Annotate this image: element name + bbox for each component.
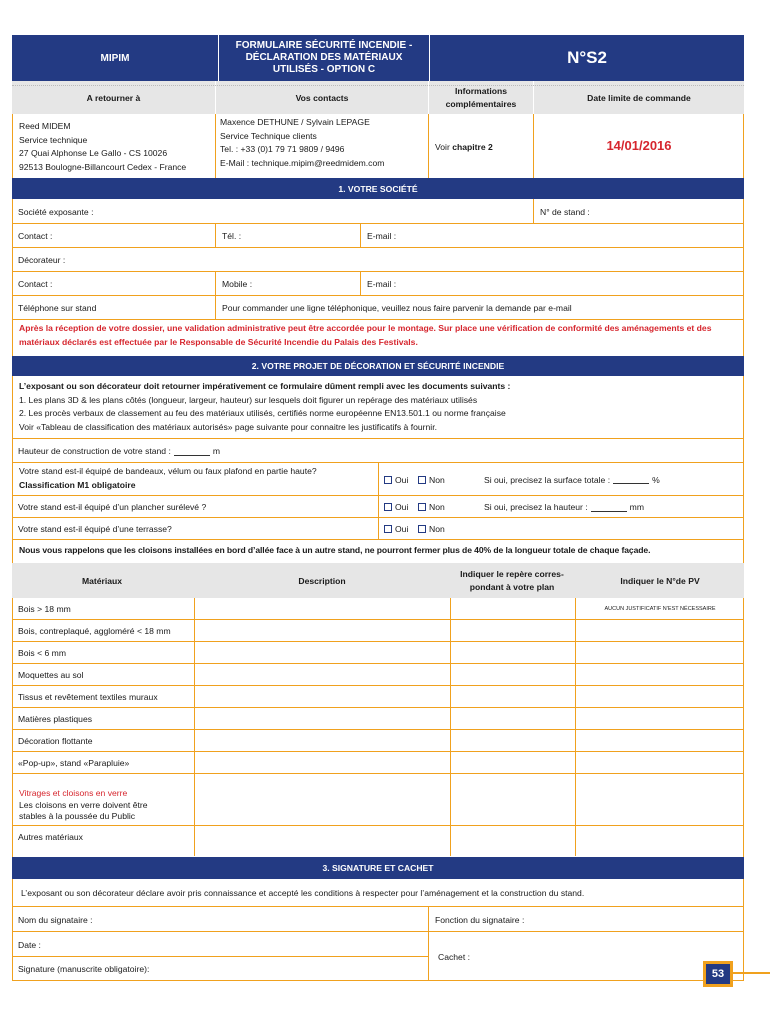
form-number: N°S2 — [430, 35, 744, 81]
yes-label: Oui — [395, 474, 409, 485]
required-documents — [19, 380, 741, 434]
header-mipim: MIPIM — [12, 35, 218, 81]
more-info-line-2: complémentaires — [445, 98, 517, 109]
floor-question: Votre stand est-il équipé d’un plancher surélevé ? — [18, 502, 207, 512]
floor-yes-checkbox[interactable] — [384, 503, 392, 511]
terrace-no-option[interactable] — [412, 518, 445, 540]
floor-no-option[interactable] — [412, 496, 445, 518]
terrace-question: Votre stand est-il équipé d’une terrasse? — [18, 524, 172, 534]
no-label: Non — [429, 474, 445, 485]
floor-height — [478, 496, 644, 518]
material-name: Moquettes au sol — [18, 670, 84, 680]
return-to-header: A retourner à — [12, 81, 215, 114]
table-row — [12, 642, 744, 664]
terrace-yes-option[interactable] — [378, 518, 408, 540]
signatory-name-label: Nom du signataire : — [18, 914, 93, 925]
contact-line: E-Mail : technique.mipim@reedmidem.com — [220, 157, 385, 168]
see-chapter — [435, 142, 533, 152]
address-line: Reed MIDEM — [19, 121, 71, 131]
form-title-line-2: DÉCLARATION DES MATÉRIAUX — [245, 52, 403, 63]
floor-height-input[interactable] — [591, 503, 627, 512]
form-title-line-3: UTILISÉS - OPTION C — [272, 64, 376, 75]
form-title-line-1: FORMULAIRE SÉCURITÉ INCENDIE - — [235, 40, 413, 51]
address-line: 27 Quai Alphonse Le Gallo - CS 10026 — [19, 148, 168, 158]
height-question — [12, 439, 220, 463]
divider — [215, 114, 216, 178]
partition-reminder: Nous vous rappelons que les cloisons installées en bord d’allée face à un autre stand, ne pourront fermer plus de 40% de la longueur totale de chaque façade. — [19, 545, 651, 555]
warning-line: Après la réception de votre dossier, une validation administrative peut être accordée pour le montage. Sur place une vérification de conformité des aménagements et des — [19, 323, 712, 333]
no-label: Non — [429, 502, 445, 512]
height-label: Hauteur de construction de votre stand : — [18, 446, 171, 456]
row-signatory — [12, 907, 744, 932]
deadline-header: Date limite de commande — [534, 81, 744, 114]
glass-note-line: Les cloisons en verre doivent être — [19, 799, 148, 810]
table-row — [12, 730, 744, 752]
materials-col-header: Matériaux — [81, 575, 123, 586]
form-title — [219, 35, 429, 81]
floor-height-unit: mm — [629, 502, 644, 512]
material-name: Tissus et revêtement textiles muraux — [18, 692, 158, 702]
info-header-dotted-line — [12, 85, 744, 86]
exhibitor-label: Société exposante : — [18, 206, 94, 217]
contact-line: Tel. : +33 (0)1 79 71 9809 / 9496 — [220, 144, 345, 154]
no-justification-note: AUCUN JUSTIFICATIF N’EST NÉCESSAIRE — [604, 606, 716, 612]
material-name: Bois > 18 mm — [18, 604, 71, 614]
marker-line-2: pondant à votre plan — [469, 581, 555, 592]
terrace-no-checkbox[interactable] — [418, 525, 426, 533]
contact-line: Maxence DETHUNE / Sylvain LEPAGE — [220, 117, 370, 127]
stamp-label: Cachet : — [438, 951, 471, 962]
ceiling-surface-input[interactable] — [613, 475, 649, 484]
intro-bold: L’exposant ou son décorateur doit retourner impérativement ce formulaire dûment rempli avec les documents suivants : — [19, 381, 511, 391]
decorator-label: Décorateur : — [18, 255, 66, 265]
validation-warning — [19, 322, 741, 349]
signature-label: Signature (manuscrite obligatoire): — [18, 964, 150, 974]
yes-label: Oui — [395, 502, 409, 512]
section-2-title: 2. VOTRE PROJET DE DÉCORATION ET SÉCURITÉ INCENDIE — [12, 356, 744, 376]
divider — [428, 114, 429, 178]
intro-line: 2. Les procès verbaux de classement au feu des matériaux utilisés, certifiés norme européenne EN13.501.1 ou norme française — [19, 408, 506, 418]
contact-label: Contact : — [18, 231, 53, 241]
page-number-line — [732, 972, 770, 974]
ceiling-question — [19, 465, 379, 492]
material-name: Bois < 6 mm — [18, 648, 66, 658]
mobile-label: Mobile : — [222, 279, 253, 289]
yes-label: Oui — [395, 524, 409, 534]
contact-details — [220, 116, 428, 170]
acceptance-statement: L’exposant ou son décorateur déclare avoir pris connaissance et accepté les conditions à respecter pour l’aménagement et la construction du stand. — [21, 888, 585, 898]
height-input[interactable] — [174, 447, 210, 456]
floor-no-checkbox[interactable] — [418, 503, 426, 511]
tel-label: Tél. : — [222, 231, 242, 241]
row-date — [12, 932, 428, 957]
glass-title: Vitrages et cloisons en verre — [19, 788, 128, 798]
ceiling-no-checkbox[interactable] — [418, 476, 426, 484]
contact2-label: Contact : — [18, 279, 53, 289]
address-line: 92513 Boulogne-Billancourt Cedex - France — [19, 161, 187, 172]
email2-label: E-mail : — [367, 279, 397, 289]
ceiling-yes-checkbox[interactable] — [384, 476, 392, 484]
floor-yes-option[interactable] — [378, 496, 408, 518]
ceiling-surface-unit: % — [652, 474, 660, 485]
date-label: Date : — [18, 939, 41, 950]
more-info-line-1: Informations — [454, 85, 508, 96]
ceiling-classification: Classification M1 obligatoire — [19, 479, 136, 490]
intro-line: Voir «Tableau de classification des matériaux autorisés» page suivante pour connaitre les justificatifs à fournir. — [19, 421, 437, 432]
address-line: Service technique — [19, 134, 88, 145]
ceiling-no-option[interactable] — [412, 463, 445, 496]
see-prefix: Voir — [435, 142, 453, 152]
marker-line-1: Indiquer le repère corres- — [460, 568, 564, 579]
section-1-title: 1. VOTRE SOCIÉTÉ — [12, 178, 744, 199]
material-name: Décoration flottante — [18, 736, 93, 746]
floor-height-label: Si oui, precisez la hauteur : — [484, 502, 588, 512]
stand-phone-note: Pour commander une ligne téléphonique, veuillez nous faire parvenir la demande par e-mail — [222, 303, 572, 313]
stand-number-label: N° de stand : — [540, 206, 590, 217]
stand-phone-label: Téléphone sur stand — [18, 303, 97, 313]
material-name: «Pop-up», stand «Parapluie» — [18, 758, 130, 768]
material-name: Bois, contreplaqué, aggloméré < 18 mm — [18, 626, 171, 636]
row-decorator — [12, 248, 744, 272]
glass-material — [19, 788, 194, 823]
description-col-header: Description — [298, 575, 346, 586]
height-unit: m — [212, 446, 221, 456]
ceiling-surface — [478, 463, 660, 496]
ceiling-question-text: Votre stand est-il équipé de bandeaux, vélum ou faux plafond en partie haute? — [19, 466, 317, 476]
contact-line: Service Technique clients — [220, 130, 317, 141]
pv-col-header: Indiquer le N°de PV — [620, 575, 700, 586]
page-number: 53 — [703, 961, 733, 987]
signatory-role-label: Fonction du signataire : — [435, 914, 525, 925]
marker-col-header — [451, 563, 573, 598]
material-name: Autres matériaux — [18, 832, 83, 842]
section-3-title: 3. SIGNATURE ET CACHET — [12, 857, 744, 879]
glass-note-line: stables à la poussée du Public — [19, 811, 136, 821]
intro-line: 1. Les plans 3D & les plans côtés (longueur, largeur, hauteur) sur lesquels doit figurer un repérage des matériaux utilisés — [19, 394, 478, 405]
row-exhibitor — [12, 199, 744, 224]
deadline-date: 14/01/2016 — [606, 138, 672, 153]
email-label: E-mail : — [367, 231, 397, 241]
table-row — [12, 664, 744, 686]
contacts-header: Vos contacts — [216, 81, 428, 114]
material-name: Matières plastiques — [18, 714, 93, 724]
ceiling-yes-option[interactable] — [378, 463, 408, 496]
see-chapter-link[interactable]: chapitre 2 — [452, 142, 493, 152]
return-address — [19, 120, 215, 174]
ceiling-surface-label: Si oui, precisez la surface totale : — [484, 474, 611, 485]
table-row — [12, 708, 744, 730]
no-label: Non — [429, 524, 445, 534]
terrace-yes-checkbox[interactable] — [384, 525, 392, 533]
warning-line: matériaux déclarés est effectuée par le Responsable de Sécurité Incendie du Palais des Festivals. — [19, 336, 418, 347]
